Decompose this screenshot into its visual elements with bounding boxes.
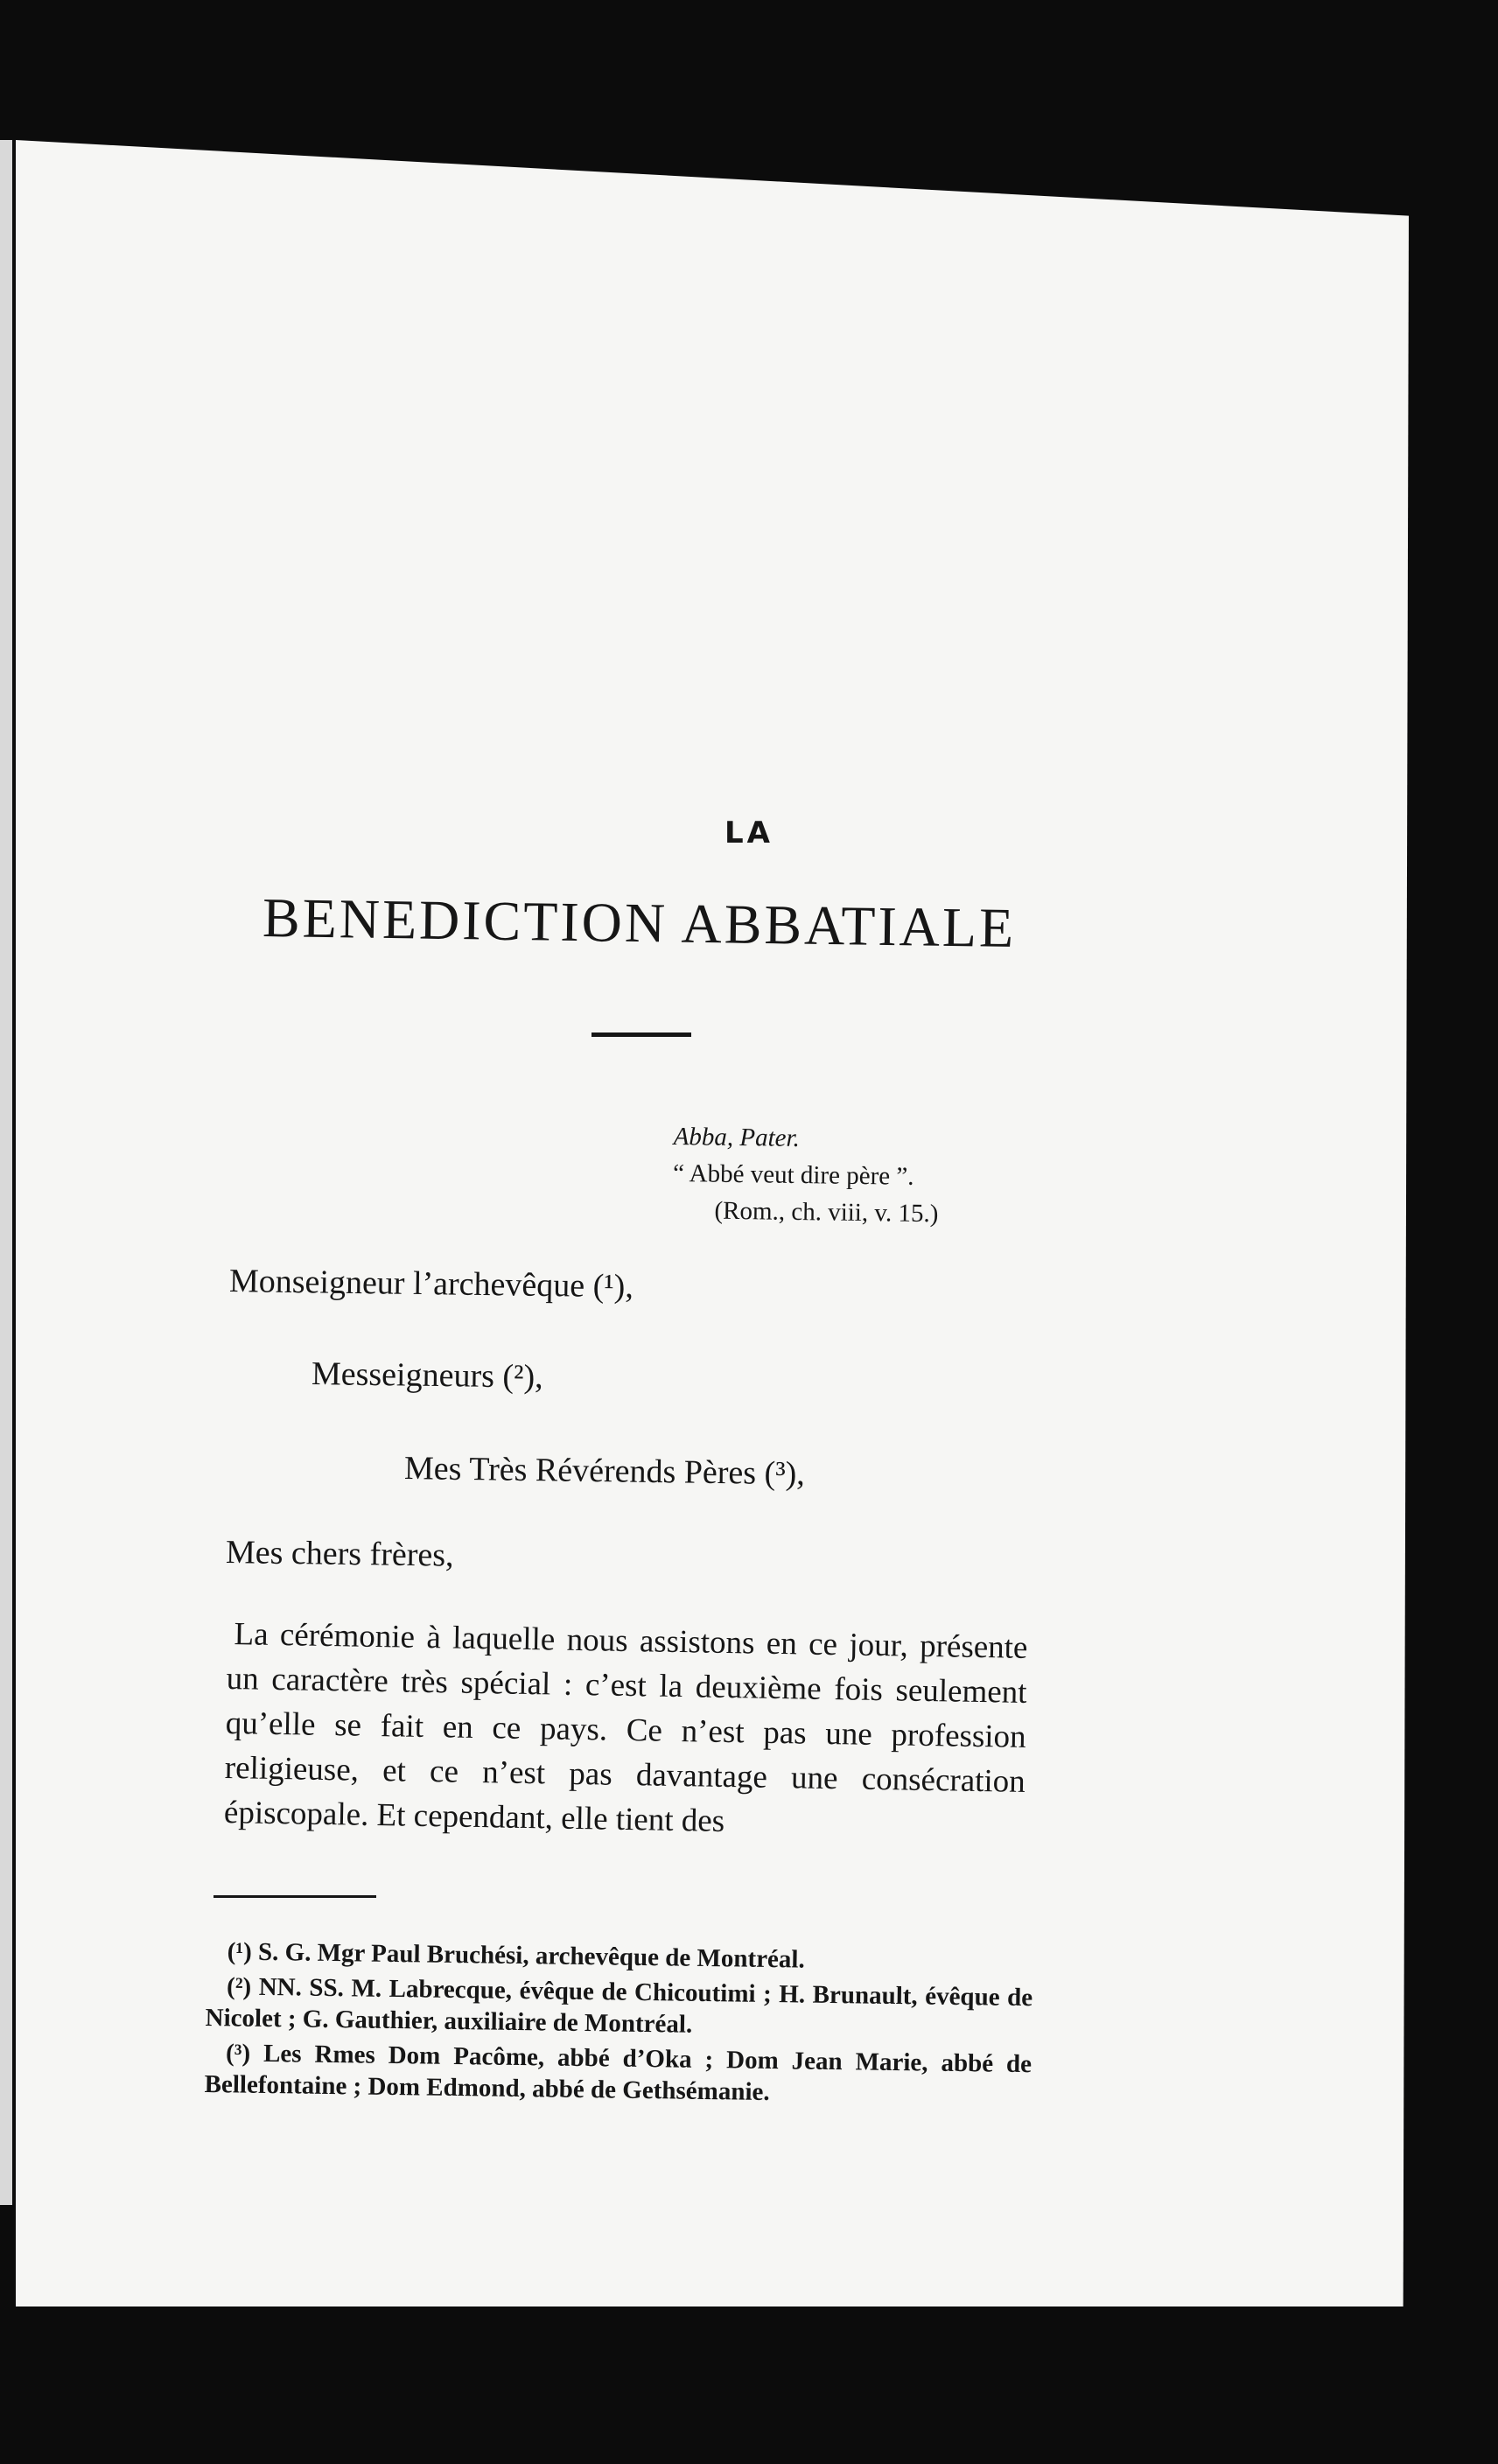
epigraph-translation: “ Abbé veut dire père ”. xyxy=(672,1158,914,1191)
heading-la: LA xyxy=(724,816,774,850)
salutation-archbishop: Monseigneur l’archevêque (¹), xyxy=(228,1263,634,1306)
footnote-3-text: Les Rmes Dom Pacôme, abbé d’Oka ; Dom Jean Marie, abbé de Bellefontaine ; Dom Edmond, abbé de Gethsémanie. xyxy=(204,2039,1032,2107)
footnote-3-mark: (³) xyxy=(225,2039,251,2068)
adjacent-page-edge xyxy=(0,140,12,2205)
footnote-1-text: S. G. Mgr Paul Bruchési, archevêque de Montréal. xyxy=(257,1937,805,1974)
title-divider xyxy=(592,1032,691,1037)
footnote-3 xyxy=(204,2037,1032,2111)
salutation-brothers: Mes chers frères, xyxy=(225,1534,454,1574)
footnotes xyxy=(204,1936,1033,2115)
footnote-2-mark: (²) xyxy=(226,1972,252,2001)
body-paragraph xyxy=(224,1612,1028,1849)
salutation-fathers: Mes Très Révérends Pères (³), xyxy=(403,1450,806,1493)
page-title: BENEDICTION ABBATIALE xyxy=(262,886,1017,960)
paragraph-text: La cérémonie à laquelle nous assistons en ce jour, présente un caractère très spécial : c’est la deuxième fois seulement qu’elle se fait en ce pays. Ce n’est pas une profession religieuse, et ce n’est pas davantage une consécration épiscopale. Et cependant, elle tient des xyxy=(223,1616,1028,1839)
footnote-1-mark: (¹) xyxy=(227,1937,252,1966)
epigraph-latin: Abba, Pater. xyxy=(673,1122,801,1153)
footnote-2 xyxy=(205,1970,1032,2045)
epigraph-citation: (Rom., ch. viii, v. 15.) xyxy=(714,1196,939,1228)
salutation-bishops: Messeigneurs (²), xyxy=(311,1355,543,1396)
epigraph xyxy=(672,1118,1041,1234)
footnote-2-text: NN. SS. M. Labrecque, évêque de Chicoutimi ; H. Brunault, évêque de Nicolet ; G. Gauthier, auxiliaire de Montréal. xyxy=(205,1972,1033,2039)
footnote-divider xyxy=(214,1895,376,1898)
